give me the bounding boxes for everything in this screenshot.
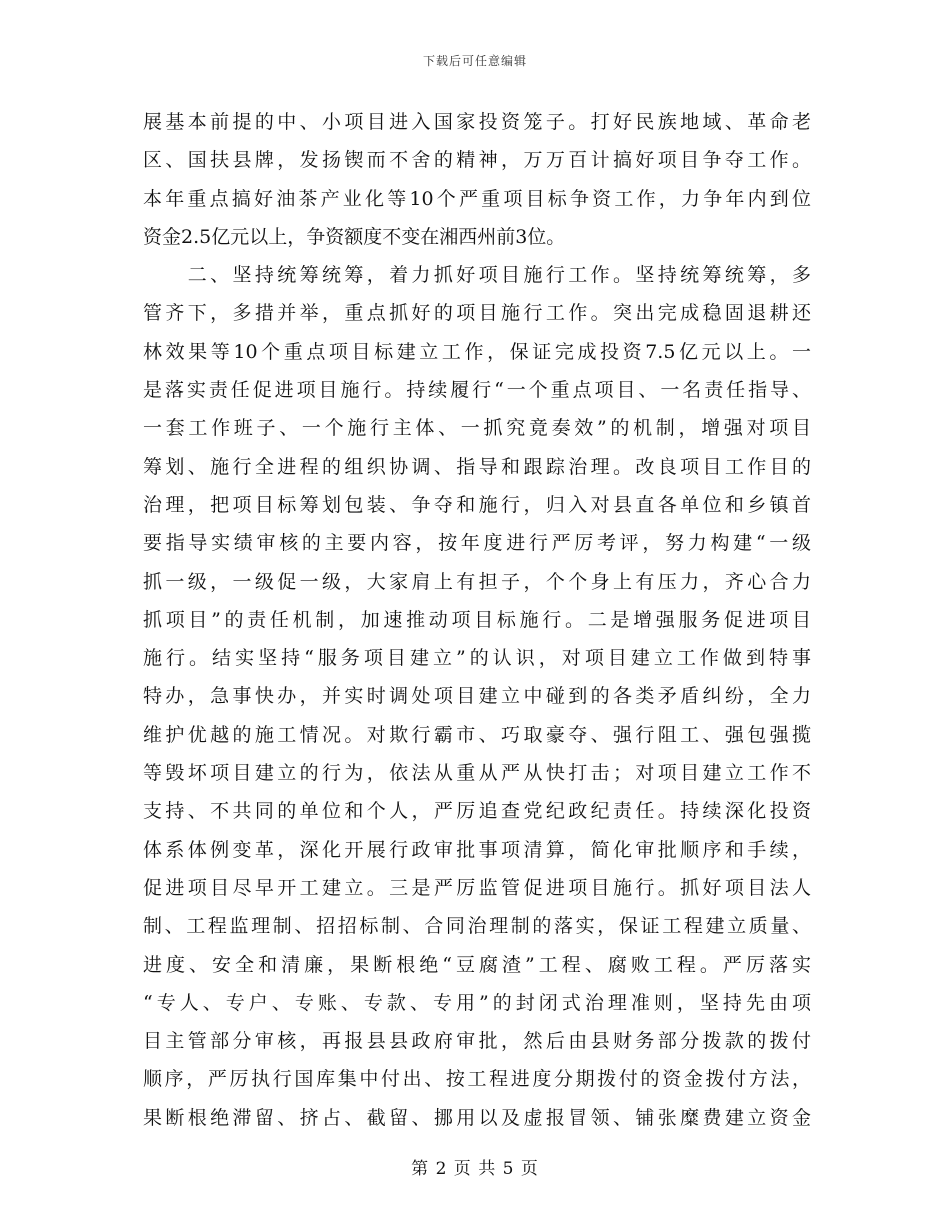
text-line: 管齐下，多措并举，重点抓好的项目施行工作。突出完成稳固退耕还 [143,302,811,325]
text-line: 果断根绝滞留、挤占、截留、挪用以及虚报冒领、铺张糜费建立资金 [143,1106,811,1129]
text-line: 筹划、施行全进程的组织协调、指导和跟踪治理。改良项目工作目的 [143,455,811,478]
text-line: 目主管部分审核，再报县县政府审批，然后由县财务部分拨款的拨付 [143,1030,811,1053]
text-line: 制、工程监理制、招招标制、合同治理制的落实，保证工程建立质量、 [143,915,811,938]
body-text [143,103,811,1137]
text-line: 二、坚持统筹统筹，着力抓好项目施行工作。坚持统筹统筹，多 [143,264,811,287]
page-header: 下载后可任意编辑 [422,54,527,68]
text-line: 本年重点搞好油茶产业化等10个严重项目标争资工作，力争年内到位 [143,187,811,210]
text-line: 资金2.5亿元以上，争资额度不变在湘西州前3位。 [143,225,566,248]
text-line: 是落实责任促进项目施行。持续履行“一个重点项目、一名责任指导、 [143,379,811,402]
text-line: 维护优越的施工情况。对欺行霸市、巧取豪夺、强行阻工、强包强揽 [143,723,811,746]
text-line: 等毁坏项目建立的行为，依法从重从严从快打击；对项目建立工作不 [143,762,811,785]
text-line: 展基本前提的中、小项目进入国家投资笼子。打好民族地域、革命老 [143,111,811,133]
text-line: 区、国扶县牌，发扬锲而不舍的精神，万万百计搞好项目争夺工作。 [143,149,811,172]
text-line: 要指导实绩审核的主要内容，按年度进行严厉考评，努力构建“一级 [143,532,811,555]
text-line: 进度、安全和清廉，果断根绝“豆腐渣”工程、腐败工程。严厉落实 [143,953,811,976]
text-line: 特办，急事快办，并实时调处项目建立中碰到的各类矛盾纠纷，全力 [143,685,811,708]
text-line: 顺序，严厉执行国库集中付出、按工程进度分期拨付的资金拨付方法， [143,1068,811,1091]
text-line: 抓项目”的责任机制，加速推动项目标施行。二是增强服务促进项目 [143,608,811,631]
text-line: 施行。结实坚持“服务项目建立”的认识，对项目建立工作做到特事 [143,647,811,670]
text-line: 体系体例变革，深化开展行政审批事项清算，简化审批顺序和手续， [143,838,811,861]
text-line: 促进项目尽早开工建立。三是严厉监管促进项目施行。抓好项目法人 [143,876,811,899]
page-number: 第 2 页 共 5 页 [411,1159,539,1179]
text-line: “专人、专户、专账、专款、专用”的封闭式治理准则，坚持先由项 [143,991,811,1014]
text-line: 支持、不共同的单位和个人，严厉追查党纪政纪责任。持续深化投资 [143,800,811,823]
text-line: 一套工作班子、一个施行主体、一抓究竟奏效”的机制，增强对项目 [143,417,811,440]
text-line: 林效果等10个重点项目标建立工作，保证完成投资7.5亿元以上。一 [143,340,811,363]
text-line: 治理，把项目标筹划包装、争夺和施行，归入对县直各单位和乡镇首 [143,493,811,516]
text-line: 抓一级，一级促一级，大家肩上有担子，个个身上有压力，齐心合力 [143,570,811,593]
